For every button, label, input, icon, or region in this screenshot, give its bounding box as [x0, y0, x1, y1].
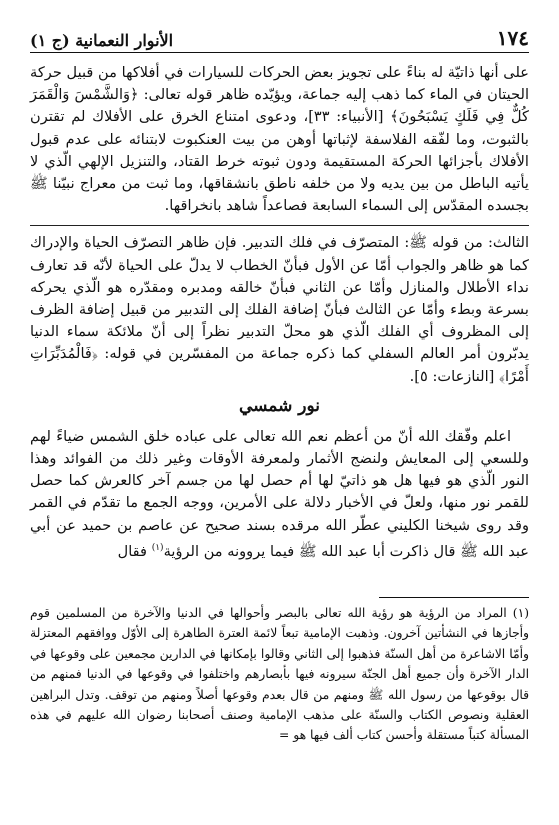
- header-rule: [30, 52, 529, 53]
- footnote-1: (١) المراد من الرؤية هو رؤية الله تعالى بالبصر وأحوالها في الدنيا والآخرة من المسلمين قوم وأجازها في النشأتين آخرون. وذهبت الإمامية تبعاً لائمة العترة الطاهرة إلى الأوّل ووافقهم المعتزلة وأمّا الاشاعرة من أهل السنّة فذهبوا إلى الثاني وقالوا بإمكانها في الدارين مجمعين على وقوعها في الدار الآخرة وأن جميع أهل الجنّة سيرونه فيها بأبصارهم واختلفوا في وقوعها في الدنيا فمنهم من قال بوقوعها من رسول الله ﷺ ومنهم من قال بعدم وقوعها أصلاً ومنهم من توقف. وتدل البراهين العقلية ونصوص الكتاب والسنّة على مذهب الإمامية وصنف أصحابنا رضوان الله عليهم في هذه المسألة كتباً مستقلة وأحسن كتاب ألف فيها هو =: [30, 606, 529, 743]
- section-paragraph-tail: فقال: [117, 542, 148, 560]
- section-paragraph: [30, 426, 529, 563]
- footnote-rule: [379, 597, 529, 598]
- footnotes: [30, 603, 529, 746]
- running-title: الأنوار النعمانية (ج ١): [30, 31, 174, 50]
- page-header: [30, 20, 529, 50]
- paragraph-2: الثالث: من قوله ﷺ: المتصرّف في فلك التدبير. فإن ظاهر التصرّف الحياة والإدراك كما هو ظاهر والجواب أمّا عن الأول فبأنّ الخطاب لا يدلّ على الحياة لأنّه قد تعارف نداء الأطلال والمنازل وأمّا عن الثاني فبأنّ خالقه ومدبره ومقدّره هو الّذي يحركه بسرعة وبطء وأمّا عن الثالث فبأنّ إضافة الفلك إلى التدبير من قبيل إضافة الظرف إلى المظروف أي الفلك الّذي هو محلّ التدبير نظراً إلى أنّ ملائكة سماء الدنيا يدبّرون أمر العالم السفلي كما ذكره جماعة من المفسّرين في قوله: ﴿فَالْمُدَبِّرَاتِ أَمْرًا﴾ [النازعات: ٥].: [30, 234, 529, 385]
- section-paragraph-text: اعلم وفّقك الله أنّ من أعظم نعم الله تعالى على عباده خلق الشمس ضياءً لهم وللسعي إلى المعايش ولنضج الأثمار ولمعرفة الأوقات وغير ذلك من الفوائد وهذا النور الّذي هو فيها هل هو ذاتيّ لها أم حصل لها من جسم آخر كالعرش كما حصل للقمر نور منها، ولعلّ في الأخبار دلالة على الأمرين، ووجه الجمع ما تقدّم في القمر وقد روى شيخنا الكليني عطّر الله مرقده بسند صحيح عن عاصم بن حميد عن أبي عبد الله ﷺ قال ذاكرت أبا عبد الله ﷺ فيما يروونه من الرؤية: [30, 427, 529, 560]
- paragraph-1: على أنها ذاتيّة له بناءً على تجويز بعض الحركات للسيارات في أفلاكها من قبيل حركة الحيتان في الماء كما ذهب إليه جماعة، ويؤيّده ظاهر قوله تعالى: ﴿وَالشَّمْسَ وَالْقَمَرَ كُلٌّ فِي فَلَكٍ يَسْبَحُونَ﴾ [الأنبياء: ٣٣]، ودعوى امتناع الخرق على الأفلاك لم تقترن بالثبوت، وما لفّقه الفلاسفة لإثباتها أوهن من بيت العنكبوت لابتنائه على عدم قبول الأفلاك بأجزائها الحركة المستقيمة ودون ثبوته خرط القتاد، والتنزيل الإلهي الّذي لا يأتيه الباطل من بين يديه ولا من خلفه ناطق بانشقاقها، وما ثبت من معراج نبيّنا ﷺ بجسده المقدّس إلى السماء السابعة فصاعداً شاهد بانخراقها.: [30, 64, 529, 215]
- main-text: [30, 62, 529, 563]
- footnote-reference: (١): [151, 542, 164, 553]
- paragraph-divider: [30, 225, 529, 226]
- page-number: ١٧٤: [496, 26, 529, 50]
- section-heading: نور شمسي: [238, 395, 321, 416]
